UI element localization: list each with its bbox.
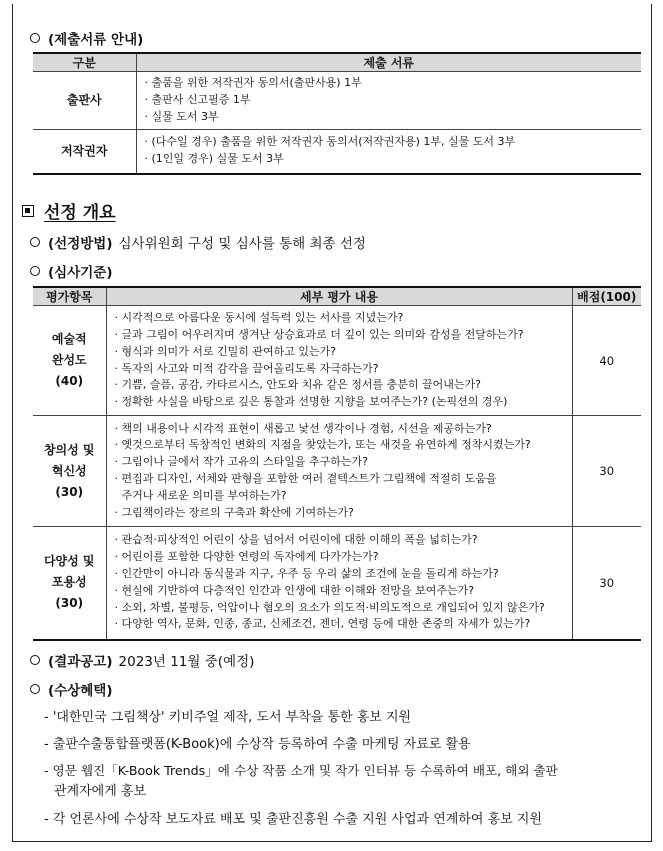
docs-row-items — [136, 130, 641, 174]
overview-section-heading — [22, 198, 116, 223]
circle-bullet-icon — [30, 33, 40, 43]
criteria-row-items — [106, 527, 572, 640]
list-item: · 다양한 역사, 문화, 인종, 종교, 신체조건, 젠더, 연령 등에 대한 존중의 자세가 있는가? — [114, 617, 531, 631]
list-item: · 정확한 사실을 바탕으로 깊은 통찰과 선명한 지향을 보여주는가? (논픽션의 경우) — [114, 395, 508, 409]
list-item: · 소외, 차별, 불평등, 억압이나 혐오의 요소가 의도적·비의도적으로 개입되어 있지 않은가? — [114, 600, 545, 614]
list-item: · 실물 도서 3부 — [144, 109, 219, 123]
docs-col-type: 구분 — [33, 53, 136, 72]
list-item: · 그림이나 글에서 작가 고유의 스타일을 추구하는가? — [114, 455, 368, 469]
list-item: · 기쁨, 슬픔, 공감, 카타르시스, 안도와 치유 같은 정서를 충분히 끌어내는가? — [114, 378, 481, 392]
table-row — [33, 306, 641, 416]
table-row — [33, 72, 641, 130]
criteria-label-line: (30) — [55, 596, 84, 611]
docs-row-label: 출판사 — [33, 72, 136, 130]
list-item: · 출판사 신고필증 1부 — [144, 93, 251, 107]
list-item: · 시각적으로 아름다운 동시에 설득력 있는 서사를 지녔는가? — [114, 311, 404, 325]
criteria-label-line: (30) — [55, 484, 84, 499]
criteria-label: (심사기준) — [48, 265, 113, 281]
list-item: · 옛것으로부터 독창적인 변화의 지점을 찾았는가, 또는 새것을 유연하게 정착시켰는가? — [114, 438, 531, 452]
criteria-score: 30 — [572, 527, 641, 640]
list-item: · 글과 그림이 어우러지며 생겨난 상승효과로 더 깊이 있는 의미와 감성을 전달하는가? — [114, 327, 524, 341]
method-label: (선정방법) — [48, 236, 113, 252]
benefit-item: - 출판수출통합플랫폼(K-Book)에 수상작 등록하여 수출 마케팅 자료로 활용 — [44, 737, 471, 752]
benefit-item: - 각 언론사에 수상작 보도자료 배포 및 출판진흥원 수출 지원 사업과 연계하여 홍보 지원 — [44, 812, 542, 827]
list-item: · 편집과 디자인, 서체와 판형을 포함한 여러 곁텍스트가 그림책에 적절히 도움을 — [114, 472, 497, 485]
criteria-row-label — [33, 527, 106, 640]
criteria-label-line: 예술적 — [51, 332, 87, 346]
list-item: · 관습적·피상적인 어린이 상을 넘어서 어린이에 대한 이해의 폭을 넓히는가? — [114, 533, 478, 547]
criteria-label-line: 창의성 및 — [43, 442, 95, 457]
criteria-col-detail: 세부 평가 내용 — [106, 287, 572, 306]
square-bullet-icon — [22, 205, 34, 217]
list-item: · 책의 내용이나 시각적 표현이 새롭고 낯선 생각이나 경험, 시선을 제공하는가? — [114, 421, 492, 435]
benefits-heading-line — [30, 679, 113, 699]
list-item: · (1인일 경우) 실물 도서 3부 — [144, 152, 284, 166]
circle-bullet-icon — [30, 684, 40, 694]
list-item: · 인간만이 아니라 동식물과 지구, 우주 등 우리 삶의 조건에 눈을 돌리게 하는가? — [114, 566, 499, 580]
criteria-score: 30 — [572, 416, 641, 527]
overview-title: 선정 개요 — [44, 203, 116, 223]
table-row — [33, 130, 641, 174]
criteria-col-item: 평가항목 — [33, 287, 106, 306]
docs-row-items — [136, 72, 641, 130]
benefits-label: (수상혜택) — [48, 683, 113, 699]
list-item: · 독자의 사고와 미적 감각을 끌어올리도록 자극하는가? — [114, 361, 379, 375]
list-item: 주거나 새로운 의미를 부여하는가? — [114, 488, 287, 502]
list-item: · 현실에 기반하여 다층적인 인간과 인생에 대한 이해와 전망을 보여주는가? — [114, 583, 475, 597]
criteria-heading-line — [30, 261, 113, 281]
result-label: (결과공고) — [48, 654, 113, 670]
criteria-row-items — [106, 416, 572, 527]
docs-heading-line — [30, 28, 143, 48]
criteria-row-label — [33, 416, 106, 527]
circle-bullet-icon — [30, 266, 40, 276]
criteria-table — [33, 286, 641, 641]
criteria-label-line: 완성도 — [51, 353, 87, 367]
docs-row-label: 저작권자 — [33, 130, 136, 174]
docs-table — [33, 52, 641, 175]
docs-col-docs: 제출 서류 — [136, 53, 641, 72]
criteria-col-score: 배점(100) — [572, 287, 641, 306]
circle-bullet-icon — [30, 655, 40, 665]
criteria-row-items — [106, 306, 572, 416]
criteria-label-line: 포용성 — [51, 575, 87, 590]
criteria-score: 40 — [572, 306, 641, 416]
criteria-label-line: 다양성 및 — [43, 554, 95, 569]
benefit-item-continued: 관계자에게 홍보 — [54, 784, 147, 799]
table-row — [33, 416, 641, 527]
list-item: · 출품을 위한 저작권자 동의서(출판사용) 1부 — [144, 76, 362, 90]
criteria-label-line: 혁신성 — [51, 463, 87, 478]
criteria-row-label — [33, 306, 106, 416]
list-item: · 형식과 의미가 서로 긴밀히 관여하고 있는가? — [114, 344, 337, 358]
list-item: · (다수일 경우) 출품을 위한 저작권자 동의서(저작권자용) 1부, 실물 도서 3부 — [144, 135, 516, 149]
result-line — [30, 650, 254, 670]
docs-heading: (제출서류 안내) — [48, 32, 144, 48]
criteria-label-line: (40) — [55, 374, 84, 388]
benefit-item: - '대한민국 그림책상' 키비주얼 제작, 도서 부착을 통한 홍보 지원 — [44, 710, 412, 725]
list-item: · 어린이를 포함한 다양한 연령의 독자에게 다가가는가? — [114, 550, 379, 564]
method-text: 심사위원회 구성 및 심사를 통해 최종 선정 — [118, 236, 366, 252]
method-line — [30, 232, 366, 252]
circle-bullet-icon — [30, 237, 40, 247]
list-item: · 그림책이라는 장르의 구축과 확산에 기여하는가? — [114, 505, 354, 519]
benefit-item: - 영문 웹진「K-Book Trends」에 수상 작품 소개 및 작가 인터뷰 등 수록하여 배포, 해외 출판 — [44, 763, 558, 778]
table-row — [33, 527, 641, 640]
result-text: 2023년 11월 중(예정) — [118, 654, 255, 670]
